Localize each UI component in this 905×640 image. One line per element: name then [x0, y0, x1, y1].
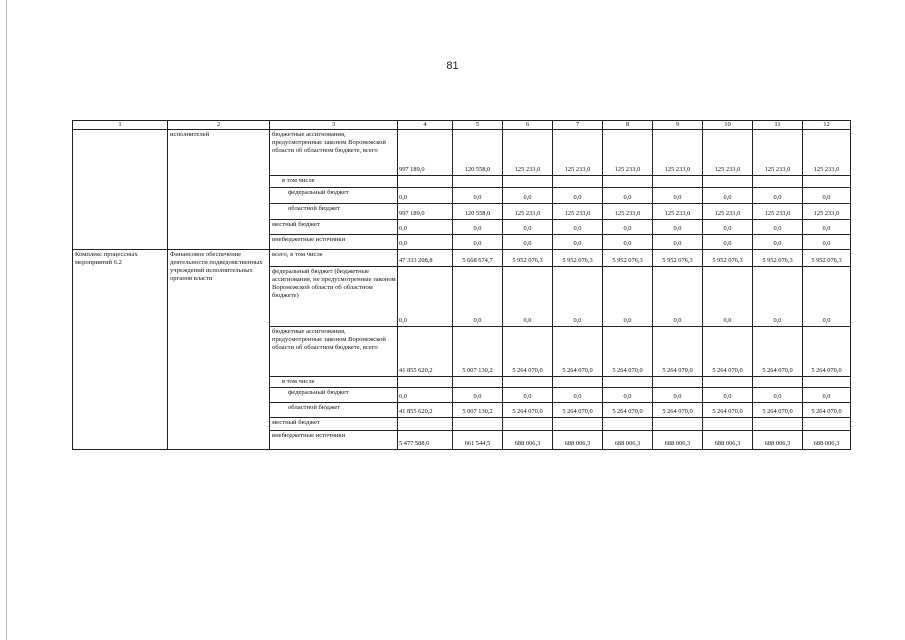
amount-cell: 0,0 — [803, 235, 851, 250]
program-name-cell: Комплекс процессных мероприятий 6.2 — [73, 250, 168, 450]
amount-cell: 5 952 076,3 — [703, 250, 753, 267]
amount-cell — [398, 377, 453, 388]
amount-cell — [503, 418, 553, 431]
amount-cell: 5 264 070,0 — [603, 327, 653, 377]
column-number-cell: 5 — [453, 121, 503, 130]
amount-cell: 997 189,0 — [398, 204, 453, 220]
amount-cell — [653, 176, 703, 188]
amount-cell: 125 233,0 — [553, 204, 603, 220]
amount-cell: 0,0 — [803, 388, 851, 403]
amount-cell: 0,0 — [503, 267, 553, 327]
amount-cell — [703, 377, 753, 388]
amount-cell: 0,0 — [453, 388, 503, 403]
amount-cell: 661 544,5 — [453, 431, 503, 450]
amount-cell: 0,0 — [753, 188, 803, 204]
amount-cell: 688 006,3 — [503, 431, 553, 450]
amount-cell: 5 952 076,3 — [603, 250, 653, 267]
funding-source-label: областной бюджет — [270, 204, 398, 220]
amount-cell: 0,0 — [398, 220, 453, 235]
funding-source-label: федеральный бюджет — [270, 188, 398, 204]
amount-cell — [803, 418, 851, 431]
amount-cell: 0,0 — [653, 220, 703, 235]
column-number-cell: 11 — [753, 121, 803, 130]
amount-cell: 0,0 — [453, 220, 503, 235]
amount-cell — [553, 377, 603, 388]
amount-cell: 0,0 — [653, 235, 703, 250]
funding-source-label: федеральный бюджет — [270, 388, 398, 403]
amount-cell: 125 233,0 — [653, 204, 703, 220]
amount-cell — [703, 176, 753, 188]
amount-cell: 688 006,3 — [753, 431, 803, 450]
column-number-cell: 6 — [503, 121, 553, 130]
funding-source-label: местный бюджет — [270, 418, 398, 431]
amount-cell: 0,0 — [398, 188, 453, 204]
amount-cell: 5 007 130,2 — [453, 403, 503, 418]
amount-cell: 0,0 — [503, 188, 553, 204]
amount-cell — [398, 176, 453, 188]
amount-cell — [753, 418, 803, 431]
amount-cell: 0,0 — [503, 220, 553, 235]
amount-cell: 125 233,0 — [753, 204, 803, 220]
amount-cell: 0,0 — [398, 388, 453, 403]
amount-cell: 125 233,0 — [803, 204, 851, 220]
amount-cell: 120 558,0 — [453, 130, 503, 176]
amount-cell: 688 006,3 — [703, 431, 753, 450]
amount-cell: 0,0 — [653, 188, 703, 204]
amount-cell — [503, 377, 553, 388]
funding-source-label: областной бюджет — [270, 403, 398, 418]
amount-cell: 125 233,0 — [503, 130, 553, 176]
amount-cell: 125 233,0 — [753, 130, 803, 176]
amount-cell: 5 952 076,3 — [503, 250, 553, 267]
amount-cell: 0,0 — [803, 220, 851, 235]
amount-cell: 0,0 — [553, 220, 603, 235]
budget-table — [72, 120, 851, 450]
amount-cell: 0,0 — [603, 388, 653, 403]
table-row — [73, 130, 851, 176]
amount-cell: 5 264 070,0 — [553, 327, 603, 377]
amount-cell: 125 233,0 — [703, 130, 753, 176]
amount-cell: 0,0 — [453, 188, 503, 204]
amount-cell — [603, 176, 653, 188]
amount-cell: 0,0 — [803, 267, 851, 327]
amount-cell: 5 264 070,0 — [703, 327, 753, 377]
amount-cell: 0,0 — [553, 267, 603, 327]
amount-cell: 0,0 — [753, 235, 803, 250]
amount-cell — [703, 418, 753, 431]
executor-cell: Финансовое обеспечение деятельности подведомственных учреждений исполнительных органов власти — [168, 250, 270, 450]
amount-cell: 125 233,0 — [503, 204, 553, 220]
amount-cell: 0,0 — [553, 188, 603, 204]
amount-cell: 0,0 — [398, 235, 453, 250]
amount-cell: 41 855 620,2 — [398, 327, 453, 377]
amount-cell: 0,0 — [603, 235, 653, 250]
funding-source-label: федеральный бюджет (бюджетные ассигнования, не предусмотренные законом Воронежской области об областном бюджете) — [270, 267, 398, 327]
column-number-row — [73, 121, 851, 130]
amount-cell: 0,0 — [653, 267, 703, 327]
table-row — [73, 250, 851, 267]
amount-cell: 0,0 — [703, 220, 753, 235]
amount-cell: 5 264 070,0 — [553, 403, 603, 418]
funding-source-label: местный бюджет — [270, 220, 398, 235]
funding-source-label: внебюджетные источники — [270, 431, 398, 450]
amount-cell: 0,0 — [753, 267, 803, 327]
amount-cell: 5 952 076,3 — [553, 250, 603, 267]
amount-cell — [603, 418, 653, 431]
amount-cell: 997 189,0 — [398, 130, 453, 176]
amount-cell: 0,0 — [603, 220, 653, 235]
funding-source-label: в том числе — [270, 377, 398, 388]
amount-cell: 0,0 — [553, 235, 603, 250]
amount-cell: 5 668 674,7 — [453, 250, 503, 267]
amount-cell: 125 233,0 — [553, 130, 603, 176]
amount-cell: 688 006,3 — [653, 431, 703, 450]
executor-cell: исполнителей — [168, 130, 270, 250]
amount-cell: 0,0 — [398, 267, 453, 327]
amount-cell: 5 952 076,3 — [653, 250, 703, 267]
amount-cell — [803, 176, 851, 188]
amount-cell — [398, 418, 453, 431]
amount-cell: 5 477 588,6 — [398, 431, 453, 450]
amount-cell: 0,0 — [503, 235, 553, 250]
amount-cell — [553, 176, 603, 188]
amount-cell: 125 233,0 — [653, 130, 703, 176]
column-number-cell: 2 — [168, 121, 270, 130]
amount-cell: 125 233,0 — [603, 130, 653, 176]
amount-cell — [803, 377, 851, 388]
amount-cell: 125 233,0 — [703, 204, 753, 220]
amount-cell — [453, 176, 503, 188]
amount-cell — [753, 176, 803, 188]
amount-cell: 688 006,3 — [803, 431, 851, 450]
column-number-cell: 8 — [603, 121, 653, 130]
column-number-cell: 3 — [270, 121, 398, 130]
column-number-cell: 7 — [553, 121, 603, 130]
amount-cell — [603, 377, 653, 388]
amount-cell: 120 558,0 — [453, 204, 503, 220]
amount-cell: 0,0 — [653, 388, 703, 403]
amount-cell — [453, 418, 503, 431]
amount-cell: 0,0 — [703, 267, 753, 327]
amount-cell: 0,0 — [453, 267, 503, 327]
amount-cell: 5 264 070,0 — [603, 403, 653, 418]
amount-cell: 5 264 070,0 — [653, 403, 703, 418]
amount-cell: 5 264 070,0 — [753, 403, 803, 418]
amount-cell — [753, 377, 803, 388]
amount-cell: 0,0 — [753, 220, 803, 235]
amount-cell — [503, 176, 553, 188]
amount-cell: 0,0 — [603, 188, 653, 204]
amount-cell: 125 233,0 — [603, 204, 653, 220]
amount-cell: 0,0 — [753, 388, 803, 403]
funding-source-label: внебюджетные источники — [270, 235, 398, 250]
column-number-cell: 9 — [653, 121, 703, 130]
amount-cell — [553, 418, 603, 431]
amount-cell — [653, 377, 703, 388]
amount-cell: 125 233,0 — [803, 130, 851, 176]
amount-cell: 0,0 — [703, 388, 753, 403]
amount-cell: 5 264 070,0 — [803, 327, 851, 377]
amount-cell: 5 952 076,3 — [753, 250, 803, 267]
amount-cell: 47 333 208,8 — [398, 250, 453, 267]
amount-cell: 5 264 070,0 — [803, 403, 851, 418]
funding-source-label: бюджетные ассигнования, предусмотренные законом Воронежской области об областном бюджете, всего — [270, 130, 398, 176]
amount-cell: 0,0 — [603, 267, 653, 327]
column-number-cell: 12 — [803, 121, 851, 130]
amount-cell — [453, 377, 503, 388]
amount-cell: 0,0 — [553, 388, 603, 403]
page-edge-line — [6, 0, 7, 640]
funding-source-label: бюджетные ассигнования, предусмотренные законом Воронежской области об областном бюджете, всего — [270, 327, 398, 377]
amount-cell: 0,0 — [453, 235, 503, 250]
amount-cell: 5 264 070,0 — [653, 327, 703, 377]
amount-cell: 5 264 070,0 — [753, 327, 803, 377]
funding-source-label: в том числе — [270, 176, 398, 188]
funding-source-label: всего, в том числе — [270, 250, 398, 267]
page-number: 81 — [446, 60, 459, 72]
amount-cell: 0,0 — [703, 235, 753, 250]
amount-cell — [653, 418, 703, 431]
amount-cell: 5 952 076,3 — [803, 250, 851, 267]
amount-cell: 5 007 130,2 — [453, 327, 503, 377]
amount-cell: 0,0 — [803, 188, 851, 204]
amount-cell: 0,0 — [703, 188, 753, 204]
amount-cell: 688 006,3 — [553, 431, 603, 450]
amount-cell: 5 264 070,0 — [503, 327, 553, 377]
amount-cell: 5 264 070,0 — [503, 403, 553, 418]
column-number-cell: 10 — [703, 121, 753, 130]
column-number-cell: 1 — [73, 121, 168, 130]
amount-cell: 41 855 620,2 — [398, 403, 453, 418]
amount-cell: 688 006,3 — [603, 431, 653, 450]
amount-cell: 0,0 — [503, 388, 553, 403]
amount-cell: 5 264 070,0 — [703, 403, 753, 418]
column-number-cell: 4 — [398, 121, 453, 130]
program-name-cell — [73, 130, 168, 250]
